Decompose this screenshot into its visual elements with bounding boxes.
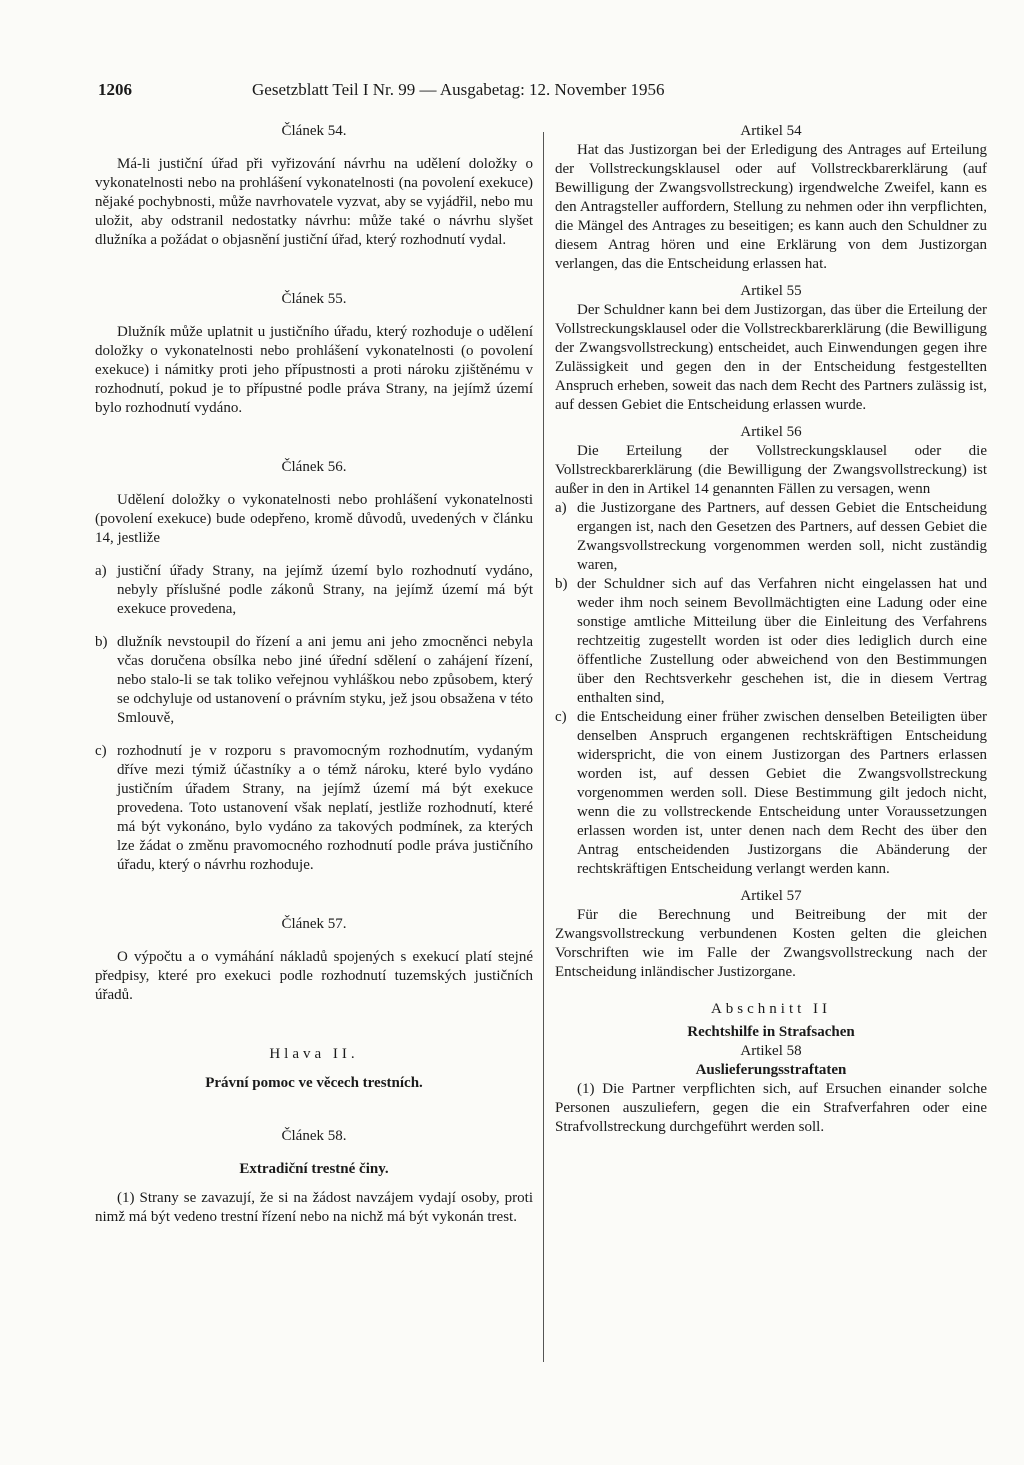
- article-paragraph: O výpočtu a o vymáhání nákladů spojených s exekucí platí stejné předpisy, které pro exekuci podle rozhodnutí tuzemských justičních úřadů.: [95, 949, 533, 1003]
- article-paragraph: Má-li justiční úřad při vyřizování návrhu na udělení doložky o vykonatelnosti nebo na prohlášení vykonatelnosti (na povolení exekuce) nějaké pochybnosti, může navrhovatele vyzvat, aby se vyjádřil, nebo mu uložit, aby odstranil nedostatky návrhu: může také o návrhu slyšet dlužníka a požádat o objasnění justiční úřad, který rozhodnutí vydal.: [95, 156, 533, 248]
- item-marker: c): [95, 743, 107, 759]
- article-title: Artikel 57: [740, 888, 802, 904]
- czech-column: [95, 122, 533, 1227]
- list-item: [555, 708, 987, 879]
- list-item: [555, 575, 987, 708]
- item-marker: b): [95, 634, 108, 650]
- list-item: [95, 562, 533, 619]
- section-subtitle: Rechtshilfe in Strafsachen: [687, 1024, 855, 1040]
- item-text: justiční úřady Strany, na jejímž území bylo rozhodnutí vydáno, nebyly příslušné podle zákonů Strany, na jejímž území má být exekuce provedena,: [117, 563, 533, 617]
- article-paragraph: (1) Die Partner verpflichten sich, auf Ersuchen einander solche Personen auszuliefern, gegen die ein Strafverfahren oder eine Strafvollstreckung durchgeführt werden soll.: [555, 1081, 987, 1135]
- condition-list: [555, 499, 987, 879]
- article-title: Článek 54.: [281, 123, 347, 139]
- list-item: [95, 633, 533, 728]
- article-subtitle: Extradiční trestné činy.: [239, 1161, 389, 1177]
- section-heading: Abschnitt II: [710, 1001, 832, 1017]
- item-text: dlužník nevstoupil do řízení a ani jemu ani jeho zmocněnci nebyla včas doručena obsílka nebo jiné úřední sdělení o zahájení řízení, nebo stalo-li se tak toliko veřejnou vyhláškou nebo způsobem, který se odchyluje od ustanovení o právním styku, jež jsou obsažena v této Smlouvě,: [117, 634, 533, 726]
- german-column: [555, 122, 987, 1137]
- article-title: Článek 57.: [281, 916, 347, 932]
- item-text: die Entscheidung einer früher zwischen denselben Beteiligten über denselben Anspruch ergangenen rechtskräftigen Entscheidung widerspricht, die von einem Justizorgan des Partners erlassen worden ist, auf dessen Gebiet die Zwangsvollstreckung vorgenommen werden soll. Diese Bestimmung gilt jedoch nicht, wenn die zu vollstreckende Entscheidung unter Voraussetzungen erlassen worden ist, unter denen nach dem Recht des über den Antrag entscheidenden Justizorgans die Abänderung der rechtskräftigen Entscheidung verlangt werden kann.: [577, 709, 987, 877]
- item-marker: b): [555, 576, 568, 592]
- section-heading: Hlava II.: [269, 1046, 359, 1062]
- article-paragraph: (1) Strany se zavazují, že si na žádost navzájem vydají osoby, proti nimž má být vedeno trestní řízení nebo na nichž má být vykonán trest.: [95, 1190, 533, 1225]
- item-marker: c): [555, 709, 567, 725]
- article-paragraph: Für die Berechnung und Beitreibung der mit der Zwangsvollstreckung verbundenen Kosten gelten die gleichen Vorschriften wie im Falle der Zwangsvollstreckung nach der Entscheidung inländischer Justizorgane.: [555, 907, 987, 980]
- article-title: Artikel 58: [740, 1043, 802, 1059]
- article-paragraph: Die Erteilung der Vollstreckungsklausel oder die Vollstreckbarerklärung (die Bewilligung der Zwangsvollstreckung) ist außer in den in Artikel 14 genannten Fällen zu versagen, wenn: [555, 443, 987, 497]
- article-title: Artikel 55: [740, 283, 802, 299]
- article-paragraph: Dlužník může uplatnit u justičního úřadu, který rozhoduje o udělení doložky o vykonatelnosti nebo prohlášení vykonatelnosti (o povolení exekuce) i námitky proti jeho přípustnosti a proti nároku zjištěnému v rozhodnutí, pokud je to přípustné podle práva Strany, na jejímž území bylo rozhodnutí vydáno.: [95, 324, 533, 416]
- item-marker: a): [95, 563, 107, 579]
- article-paragraph: Der Schuldner kann bei dem Justizorgan, das über die Erteilung der Vollstreckungsklausel oder die Vollstreckbarerklärung (die Bewilligung der Zwangsvollstreckung) entscheidet, auch Einwendungen gegen ihre Zulässigkeit und gegen den in der Entscheidung festgestellten Anspruch erheben, soweit das nach dem Recht des Partners zulässig ist, auf dessen Gebiet die Entscheidung erlassen wurde.: [555, 302, 987, 413]
- column-divider: [543, 132, 544, 1362]
- article-title: Článek 55.: [281, 291, 347, 307]
- gazette-title: Gesetzblatt Teil I Nr. 99 — Ausgabetag: 12. November 1956: [252, 80, 665, 99]
- item-text: rozhodnutí je v rozporu s pravomocným rozhodnutím, vydaným dříve mezi týmiž účastníky a o témž nároku, které bylo vydáno justičním úřadem Strany, na jejímž území má být exekuce provedena. Toto ustanovení však neplatí, jestliže rozhodnutí, které má být vykonáno, bylo vydáno za takových podmínek, za kterých lze žádat o změnu pravomocného rozhodnutí podle práva justičního úřadu, který o návrhu rozhoduje.: [117, 743, 533, 873]
- article-title: Artikel 56: [740, 424, 802, 440]
- item-text: die Justizorgane des Partners, auf dessen Gebiet die Entscheidung ergangen ist, nach den Gesetzen des Partners, auf dessen Gebiet die Zwangsvollstreckung vorgenommen werden soll, nicht zuständig waren,: [577, 500, 987, 573]
- item-marker: a): [555, 500, 567, 516]
- article-subtitle: Auslieferungsstraftaten: [695, 1062, 847, 1078]
- list-item: [555, 499, 987, 575]
- list-item: [95, 742, 533, 875]
- article-title: Artikel 54: [740, 123, 802, 139]
- item-text: der Schuldner sich auf das Verfahren nicht eingelassen hat und weder ihm noch seinem Bevollmächtigten eine Ladung oder eine sonstige amtliche Mitteilung über die Einleitung des Verfahrens rechtzeitig zugestellt worden ist oder dies lediglich durch eine öffentliche Zustellung oder abweichend von den Bestimmungen über den Rechtsverkehr geschehen ist, die in diesem Vertrag enthalten sind,: [577, 576, 987, 706]
- article-paragraph: Udělení doložky o vykonatelnosti nebo prohlášení vykonatelnosti (povolení exekuce) bude odepřeno, kromě důvodů, uvedených v článku 14, jestliže: [95, 492, 533, 546]
- condition-list: [95, 562, 533, 875]
- section-subtitle: Právní pomoc ve věcech trestních.: [205, 1075, 423, 1091]
- page-header: [98, 80, 798, 100]
- article-paragraph: Hat das Justizorgan bei der Erledigung des Antrages auf Erteilung der Vollstreckungsklausel oder auf Vollstreckbarerklärung (auf Bewilligung der Zwangsvollstreckung) irgendwelche Zweifel, kann es den Antragsteller auffordern, Stellung zu nehmen oder ihn verpflichten, die Mängel des Antrages zu beseitigen; es kann auch den Schuldner zu diesem Antrag hören und eine Erklärung von dem Justizorgan verlangen, das die Entscheidung erlassen hat.: [555, 142, 987, 272]
- article-title: Článek 56.: [281, 459, 347, 475]
- article-title: Článek 58.: [281, 1128, 347, 1144]
- page-number: 1206: [98, 80, 132, 99]
